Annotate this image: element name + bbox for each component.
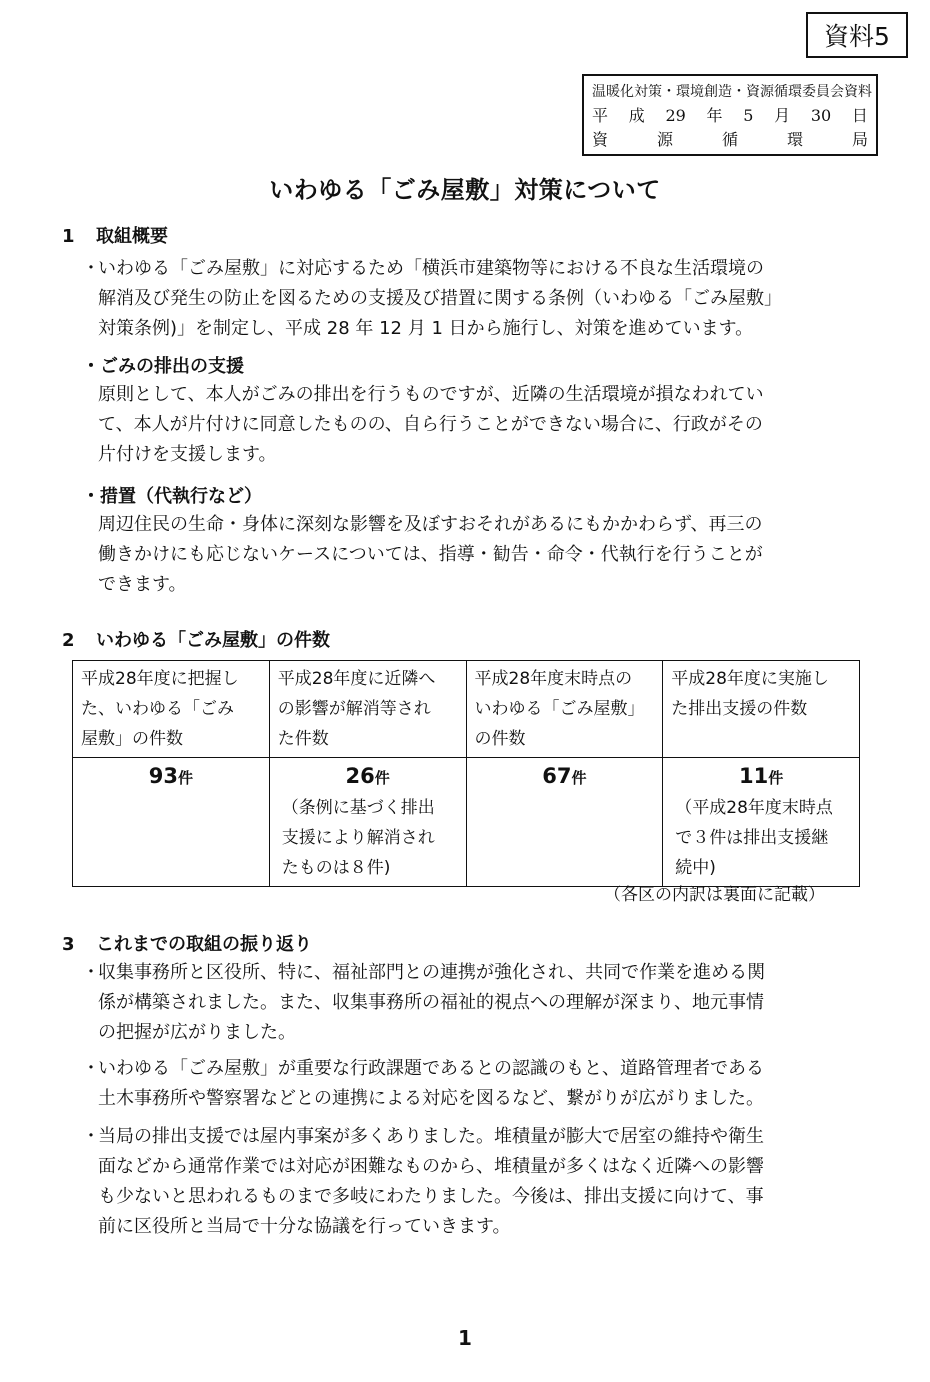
- header-line: いわゆる「ごみ屋敷」: [474, 699, 645, 719]
- review-line: 前に区役所と当局で十分な協議を行っていきます。: [98, 1216, 511, 1237]
- section1-intro: [82, 254, 782, 344]
- date-char: 日: [851, 106, 868, 125]
- document-label-text: 資料5: [824, 22, 890, 51]
- section2-heading: [62, 628, 330, 654]
- bullet-dot: ・: [82, 1126, 100, 1147]
- bullet-dot: ・: [82, 962, 100, 983]
- date-char: 年: [706, 106, 723, 125]
- meta-date: [592, 104, 868, 128]
- table-header-cell: [663, 661, 860, 758]
- review-line: も少ないと思われるものまで多岐にわたりました。今後は、排出支援に向けて、事: [98, 1186, 764, 1207]
- table-cell: [663, 758, 860, 887]
- count-unit: 件: [571, 769, 587, 787]
- table-footnote: （各区の内訳は裏面に記載）: [604, 885, 825, 905]
- support-line: 片付けを支援します。: [98, 444, 277, 465]
- measures-line: 周辺住民の生命・身体に深刻な影響を及ぼすおそれがあるにもかかわらず、再三の: [98, 514, 763, 535]
- date-char: 成: [628, 106, 645, 125]
- header-line: た、いわゆる「ごみ: [81, 699, 234, 719]
- review-line: いわゆる「ごみ屋敷」が重要な行政課題であるとの認識のもと、道路管理者である: [98, 1058, 764, 1079]
- document-label: [806, 12, 908, 58]
- intro-line: いわゆる「ごみ屋敷」に対応するため「横浜市建築物等における不良な生活環境の: [98, 258, 764, 279]
- note-line: 支援により解消され: [281, 828, 435, 848]
- header-line: の影響が解消等され: [277, 699, 431, 719]
- section1-heading-text: 取組概要: [96, 226, 168, 247]
- header-line: 平成28年度末時点の: [474, 669, 633, 689]
- review-bullet-3: [82, 1122, 764, 1242]
- count-unit: 件: [374, 769, 390, 787]
- note-line: たものは８件): [281, 858, 391, 878]
- date-char: 月: [774, 106, 791, 125]
- support-line: て、本人が片付けに同意したものの、自ら行うことができない場合に、行政がその: [98, 414, 763, 435]
- measures-heading: ・措置（代執行など）: [82, 486, 262, 507]
- measures-line: 働きかけにも応じないケースについては、指導・勧告・命令・代執行を行うことが: [98, 544, 763, 565]
- section3-number: 3: [62, 934, 75, 955]
- count-unit: 件: [177, 769, 193, 787]
- date-char: 29: [665, 106, 686, 125]
- count-value: [475, 761, 655, 793]
- section1-heading: [62, 224, 168, 250]
- bureau-char: 循: [721, 130, 738, 149]
- bureau-char: 資: [592, 130, 609, 149]
- bullet-dot: ・: [82, 258, 100, 279]
- header-line: 平成28年度に近隣へ: [277, 669, 436, 689]
- count-number: 26: [345, 764, 375, 788]
- intro-line: 解消及び発生の防止を図るための支援及び措置に関する条例（いわゆる「ごみ屋敷」: [98, 288, 782, 309]
- review-line: 面などから通常作業では対応が困難なものから、堆積量が多くはなく近隣への影響: [98, 1156, 764, 1177]
- measures-line: できます。: [98, 574, 187, 595]
- count-table: [72, 660, 860, 887]
- count-number: 93: [148, 764, 178, 788]
- note-line: （平成28年度末時点: [675, 798, 833, 818]
- date-char: 5: [743, 106, 754, 125]
- bureau-char: 環: [786, 130, 803, 149]
- date-char: 30: [810, 106, 832, 125]
- count-value: [278, 761, 458, 793]
- section3-heading: [62, 932, 312, 958]
- review-line: の把握が広がりました。: [98, 1022, 296, 1043]
- review-line: 収集事務所と区役所、特に、福祉部門との連携が強化され、共同で作業を進める関: [98, 962, 766, 983]
- table-header-cell: [73, 661, 270, 758]
- support-heading: ・ごみの排出の支援: [82, 356, 244, 377]
- meta-box: [582, 74, 878, 156]
- table-cell: [73, 758, 270, 887]
- bullet-dot: ・: [82, 1058, 100, 1079]
- note-line: 続中): [675, 858, 716, 878]
- review-line: 土木事務所や警察署などとの連携による対応を図るなど、繋がりが広がりました。: [98, 1088, 764, 1109]
- note-line: （条例に基づく排出: [281, 798, 435, 818]
- count-unit: 件: [768, 769, 784, 787]
- header-line: 屋敷」の件数: [81, 729, 183, 749]
- count-number: 67: [542, 764, 572, 788]
- committee-name: 温暖化対策・環境創造・資源循環委員会資料: [592, 84, 872, 100]
- header-line: た排出支援の件数: [671, 699, 808, 719]
- review-line: 当局の排出支援では屋内事案が多くありました。堆積量が膨大で居室の維持や衛生: [98, 1126, 764, 1147]
- table-header-cell: [466, 661, 663, 758]
- review-line: 係が構築されました。また、収集事務所の福祉的視点への理解が深まり、地元事情: [98, 992, 764, 1013]
- header-line: た件数: [277, 729, 329, 749]
- support-line: 原則として、本人がごみの排出を行うものですが、近隣の生活環境が損なわれてい: [98, 384, 764, 405]
- count-note: [671, 793, 851, 883]
- header-line: 平成28年度に把握し: [81, 669, 239, 689]
- measures-text: [98, 510, 763, 600]
- bureau-char: 局: [851, 130, 868, 149]
- review-bullet-2: [82, 1054, 764, 1114]
- page-title: いわゆる「ごみ屋敷」対策について: [269, 176, 661, 204]
- section1-number: 1: [62, 226, 75, 247]
- count-value: [81, 761, 261, 793]
- table-header-cell: [269, 661, 466, 758]
- page-number: 1: [458, 1326, 472, 1350]
- section3-heading-text: これまでの取組の振り返り: [96, 934, 312, 955]
- header-line: の件数: [474, 729, 526, 749]
- meta-bureau: [592, 128, 868, 152]
- section2-number: 2: [62, 630, 75, 651]
- header-line: 平成28年度に実施し: [671, 669, 829, 689]
- table-header-row: [73, 661, 860, 758]
- table-row: [73, 758, 860, 887]
- intro-line: 対策条例)」を制定し、平成 28 年 12 月 1 日から施行し、対策を進めています。: [98, 318, 754, 339]
- support-text: [98, 380, 764, 470]
- count-note: [278, 793, 458, 883]
- count-value: [671, 761, 851, 793]
- section2-heading-text: いわゆる「ごみ屋敷」の件数: [96, 630, 330, 651]
- count-number: 11: [739, 764, 769, 788]
- table-cell: [466, 758, 663, 887]
- review-bullet-1: [82, 958, 765, 1048]
- note-line: で３件は排出支援継: [675, 828, 829, 848]
- table-cell: [269, 758, 466, 887]
- date-char: 平: [592, 106, 609, 125]
- bureau-char: 源: [656, 130, 673, 149]
